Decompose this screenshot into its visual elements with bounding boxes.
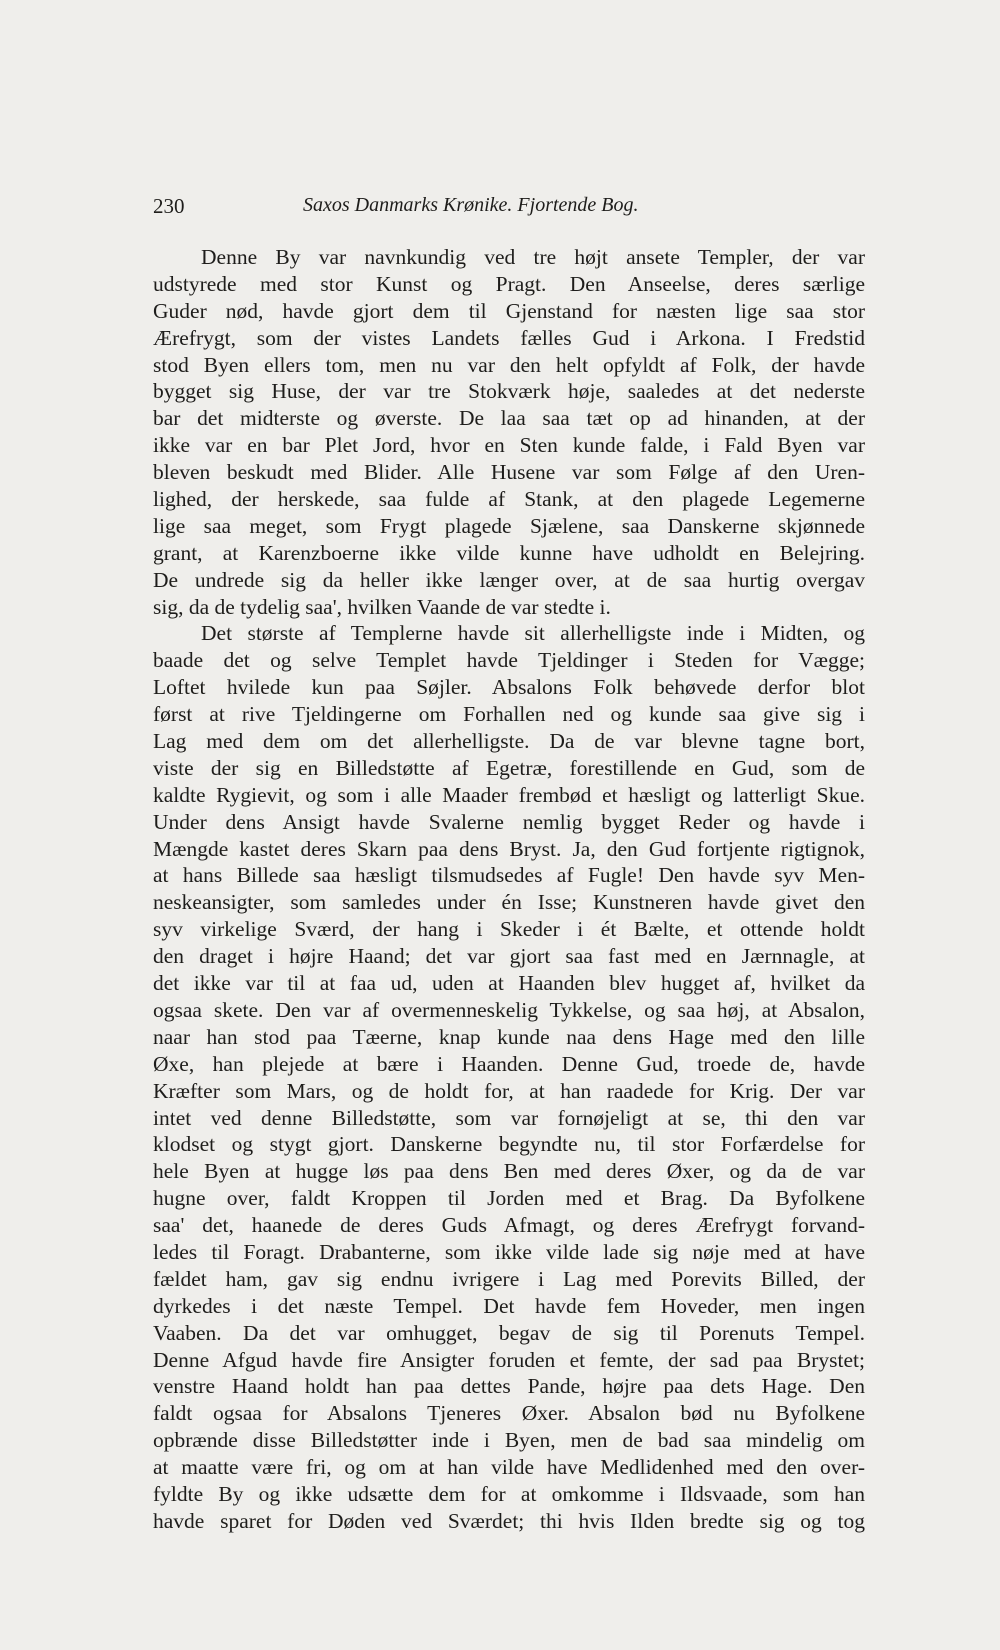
text-line: viste der sig en Billedstøtte af Egetræ, forestillende en Gud, som de [153, 755, 865, 780]
text-line: Ærefrygt, som der vistes Landets fælles Gud i Arkona. I Fredstid [153, 325, 865, 350]
text-line: Øxe, han plejede at bære i Haanden. Denne Gud, troede de, havde [153, 1051, 865, 1076]
text-line: fældet ham, gav sig endnu ivrigere i Lag med Porevits Billed, der [153, 1266, 865, 1291]
text-line: klodset og stygt gjort. Danskerne begyndte nu, til stor Forfærdelse for [153, 1132, 865, 1157]
text-line: Vaaben. Da det var omhugget, begav de sig til Porenuts Tempel. [153, 1320, 865, 1345]
text-line: at hans Billede saa hæsligt tilsmudsedes af Fugle! Den havde syv Men- [153, 863, 865, 888]
text-line: faldt ogsaa for Absalons Tjeneres Øxer. Absalon bød nu Byfolkene [153, 1401, 865, 1426]
text-line: Lag med dem om det allerhelligste. Da de var blevne tagne bort, [153, 729, 865, 754]
page-number: 230 [153, 194, 185, 218]
text-line: naar han stod paa Tæerne, knap kunde naa dens Hage med den lille [153, 1024, 865, 1049]
body-text [153, 244, 865, 1535]
text-line: udstyrede med stor Kunst og Pragt. Den Anseelse, deres særlige [153, 271, 865, 296]
text-line: ikke var en bar Plet Jord, hvor en Sten kunde falde, i Fald Byen var [153, 433, 865, 458]
text-line: baade det og selve Templet havde Tjeldinger i Steden for Vægge; [153, 648, 865, 673]
page-header [153, 194, 865, 224]
text-line: Det største af Templerne havde sit allerhelligste inde i Midten, og [201, 621, 865, 646]
text-line: hugne over, faldt Kroppen til Jorden med et Brag. Da Byfolkene [153, 1186, 865, 1211]
text-line: ledes til Foragt. Drabanterne, som ikke vilde lade sig nøje med at have [153, 1239, 865, 1264]
text-line: lige saa meget, som Frygt plagede Sjælene, saa Danskerne skjønnede [153, 513, 865, 538]
text-line: intet ved denne Billedstøtte, som var fornøjeligt at se, thi den var [153, 1105, 865, 1130]
text-line: først at rive Tjeldingerne om Forhallen ned og kunde saa give sig i [153, 702, 865, 727]
text-line: stod Byen ellers tom, men nu var den helt opfyldt af Folk, der havde [153, 352, 865, 377]
text-line: lighed, der herskede, saa fulde af Stank, at den plagede Legemerne [153, 487, 865, 512]
text-line: venstre Haand holdt han paa dettes Pande, højre paa dets Hage. Den [153, 1374, 865, 1399]
text-line: dyrkedes i det næste Tempel. Det havde fem Hoveder, men ingen [153, 1293, 865, 1318]
text-line: Denne By var navnkundig ved tre højt ansete Templer, der var [201, 245, 865, 269]
text-line: fyldte By og ikke udsætte dem for at omkomme i Ildsvaade, som han [153, 1481, 865, 1506]
text-line: at maatte være fri, og om at han vilde have Medlidenhed med den over- [153, 1455, 865, 1480]
text-line: Loftet hvilede kun paa Søjler. Absalons Folk behøvede derfor blot [153, 675, 865, 700]
running-title: Saxos Danmarks Krønike. Fjortende Bog. [303, 194, 639, 216]
text-line: den draget i højre Haand; det var gjort saa fast med en Jærnnagle, at [153, 944, 865, 969]
text-line: neskeansigter, som samledes under én Isse; Kunstneren havde givet den [153, 890, 865, 915]
text-line: det ikke var til at faa ud, uden at Haanden blev hugget af, hvilket da [153, 971, 865, 996]
text-line: bygget sig Huse, der var tre Stokværk høje, saaledes at det nederste [153, 379, 865, 404]
text-line: bleven beskudt med Blider. Alle Husene var som Følge af den Uren- [153, 460, 865, 485]
text-line: Mængde kastet deres Skarn paa dens Bryst. Ja, den Gud fortjente rigtignok, [153, 836, 865, 861]
text-line: Guder nød, havde gjort dem til Gjenstand for næsten lige saa stor [153, 298, 865, 323]
text-line: hele Byen at hugge løs paa dens Ben med deres Øxer, og da de var [153, 1159, 865, 1184]
text-line: kaldte Rygievit, og som i alle Maader frembød et hæsligt og latterligt Skue. [153, 782, 865, 807]
text-line: bar det midterste og øverste. De laa saa tæt op ad hinanden, at der [153, 406, 865, 431]
text-line: sig, da de tydelig saa', hvilken Vaande de var stedte i. [153, 594, 611, 619]
text-line: Kræfter som Mars, og de holdt for, at han raadede for Krig. Der var [153, 1078, 865, 1103]
text-line: grant, at Karenzboerne ikke vilde kunne have udholdt en Belejring. [153, 540, 865, 565]
text-line: syv virkelige Sværd, der hang i Skeder i ét Bælte, et ottende holdt [153, 917, 865, 942]
text-line: De undrede sig da heller ikke længer over, at de saa hurtig overgav [153, 567, 865, 592]
text-line: Under dens Ansigt havde Svalerne nemlig bygget Reder og havde i [153, 809, 865, 834]
text-line: Denne Afgud havde fire Ansigter foruden et femte, der sad paa Brystet; [153, 1347, 865, 1372]
text-line: opbrænde disse Billedstøtter inde i Byen, men de bad saa mindelig om [153, 1428, 865, 1453]
text-line: ogsaa skete. Den var af overmenneskelig Tykkelse, og saa høj, at Absalon, [153, 997, 865, 1022]
text-line: havde sparet for Døden ved Sværdet; thi hvis Ilden bredte sig og tog [153, 1508, 865, 1533]
text-line: saa' det, haanede de deres Guds Afmagt, og deres Ærefrygt forvand- [153, 1213, 865, 1238]
